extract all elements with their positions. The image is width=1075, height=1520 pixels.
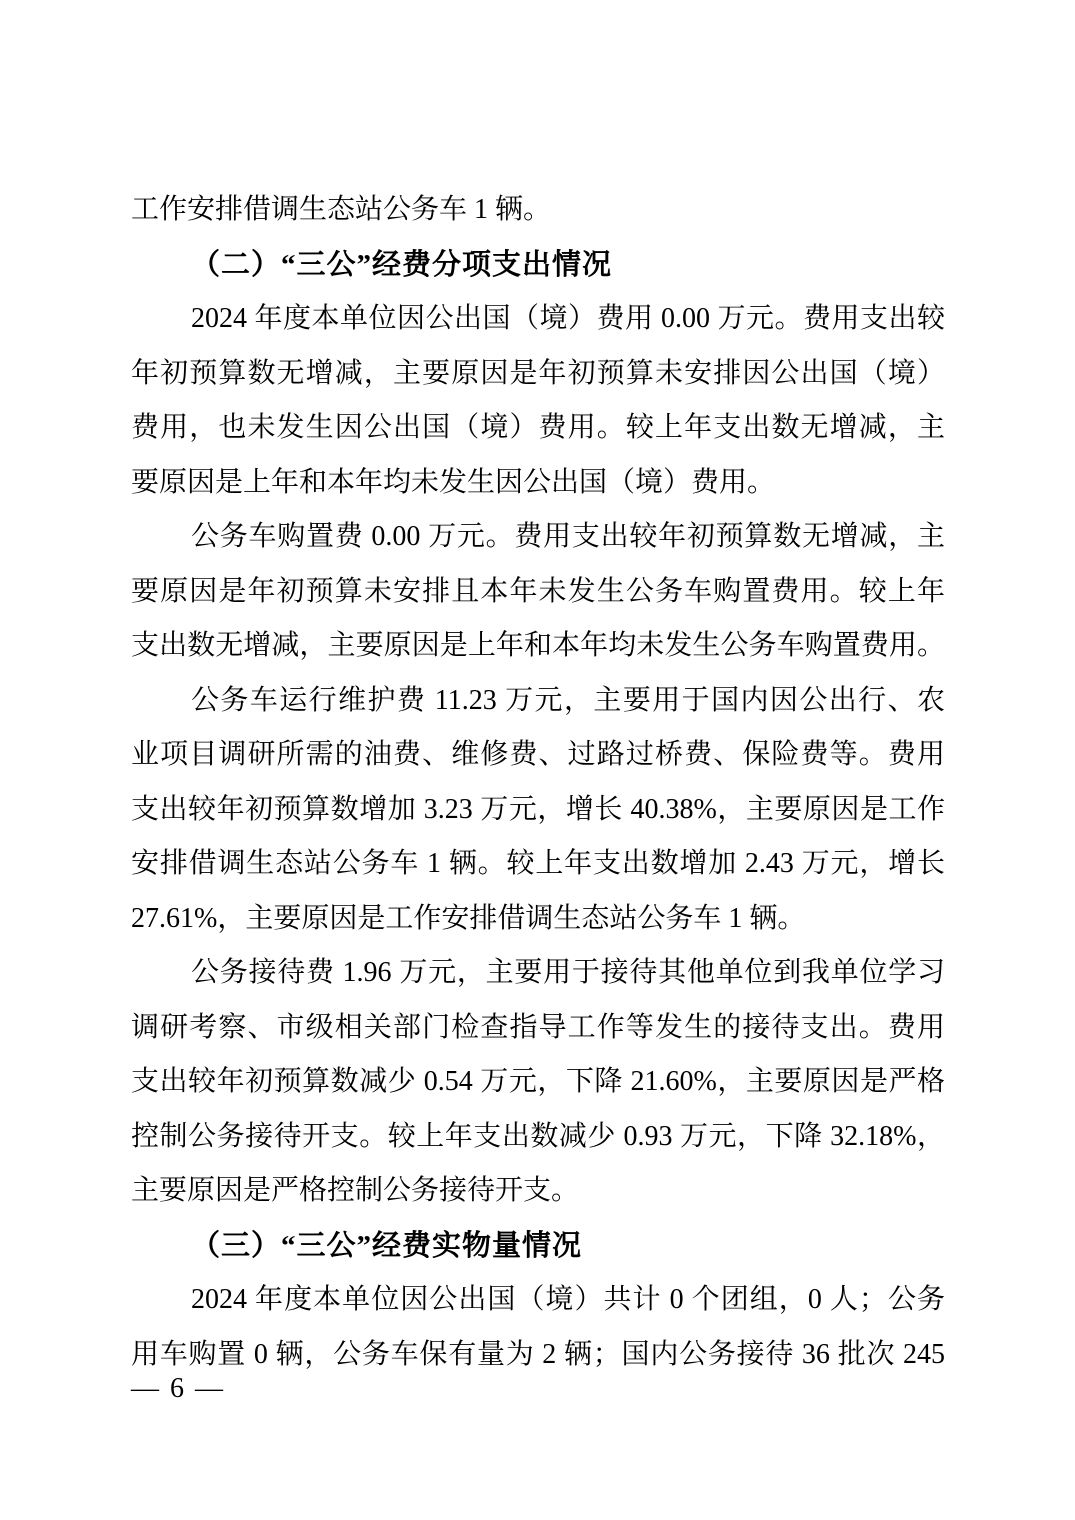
text-line: 27.61%，主要原因是工作安排借调生态站公务车 1 辆。: [131, 902, 806, 934]
text-line: 业项目调研所需的油费、维修费、过路过桥费、保险费等。费用: [131, 739, 945, 770]
section-heading: （三）“三公”经费实物量情况: [191, 1229, 583, 1262]
text-line: 2024 年度本单位因公出国（境）费用 0.00 万元。费用支出较: [191, 303, 945, 334]
text-line: 安排借调生态站公务车 1 辆。较上年支出数增加 2.43 万元，增长: [131, 848, 945, 879]
text-line: 要原因是年初预算未安排且本年未发生公务车购置费用。较上年: [131, 575, 945, 607]
text-line: 支出数无增减，主要原因是上年和本年均未发生公务车购置费用。: [131, 630, 945, 661]
text-line: 主要原因是严格控制公务接待开支。: [131, 1175, 580, 1206]
text-line: 支出较年初预算数减少 0.54 万元，下降 21.60%，主要原因是严格: [131, 1066, 945, 1097]
text-line: 2024 年度本单位因公出国（境）共计 0 个团组，0 人；公务: [191, 1284, 945, 1315]
text-line: 公务车购置费 0.00 万元。费用支出较年初预算数无增减，主: [191, 521, 945, 552]
text-line: 公务车运行维护费 11.23 万元，主要用于国内因公出行、农: [191, 684, 945, 716]
text-line: 公务接待费 1.96 万元，主要用于接待其他单位到我单位学习: [191, 957, 945, 988]
text-line: 年初预算数无增减，主要原因是年初预算未安排因公出国（境）: [131, 357, 945, 389]
page-body: [131, 183, 945, 1382]
page-number: — 6 —: [131, 1373, 225, 1404]
text-line: 用车购置 0 辆，公务车保有量为 2 辆；国内公务接待 36 批次 245: [131, 1338, 945, 1370]
text-line: 控制公务接待开支。较上年支出数减少 0.93 万元，下降 32.18%，: [131, 1120, 945, 1152]
section-heading: （二）“三公”经费分项支出情况: [191, 248, 613, 281]
text-line: 要原因是上年和本年均未发生因公出国（境）费用。: [131, 466, 776, 498]
text-line: 支出较年初预算数增加 3.23 万元，增长 40.38%，主要原因是工作: [131, 793, 945, 825]
text-line: 调研考察、市级相关部门检查指导工作等发生的接待支出。费用: [131, 1011, 945, 1043]
text-line: 费用，也未发生因公出国（境）费用。较上年支出数无增减，主: [131, 412, 945, 443]
text-line: 工作安排借调生态站公务车 1 辆。: [131, 194, 552, 225]
